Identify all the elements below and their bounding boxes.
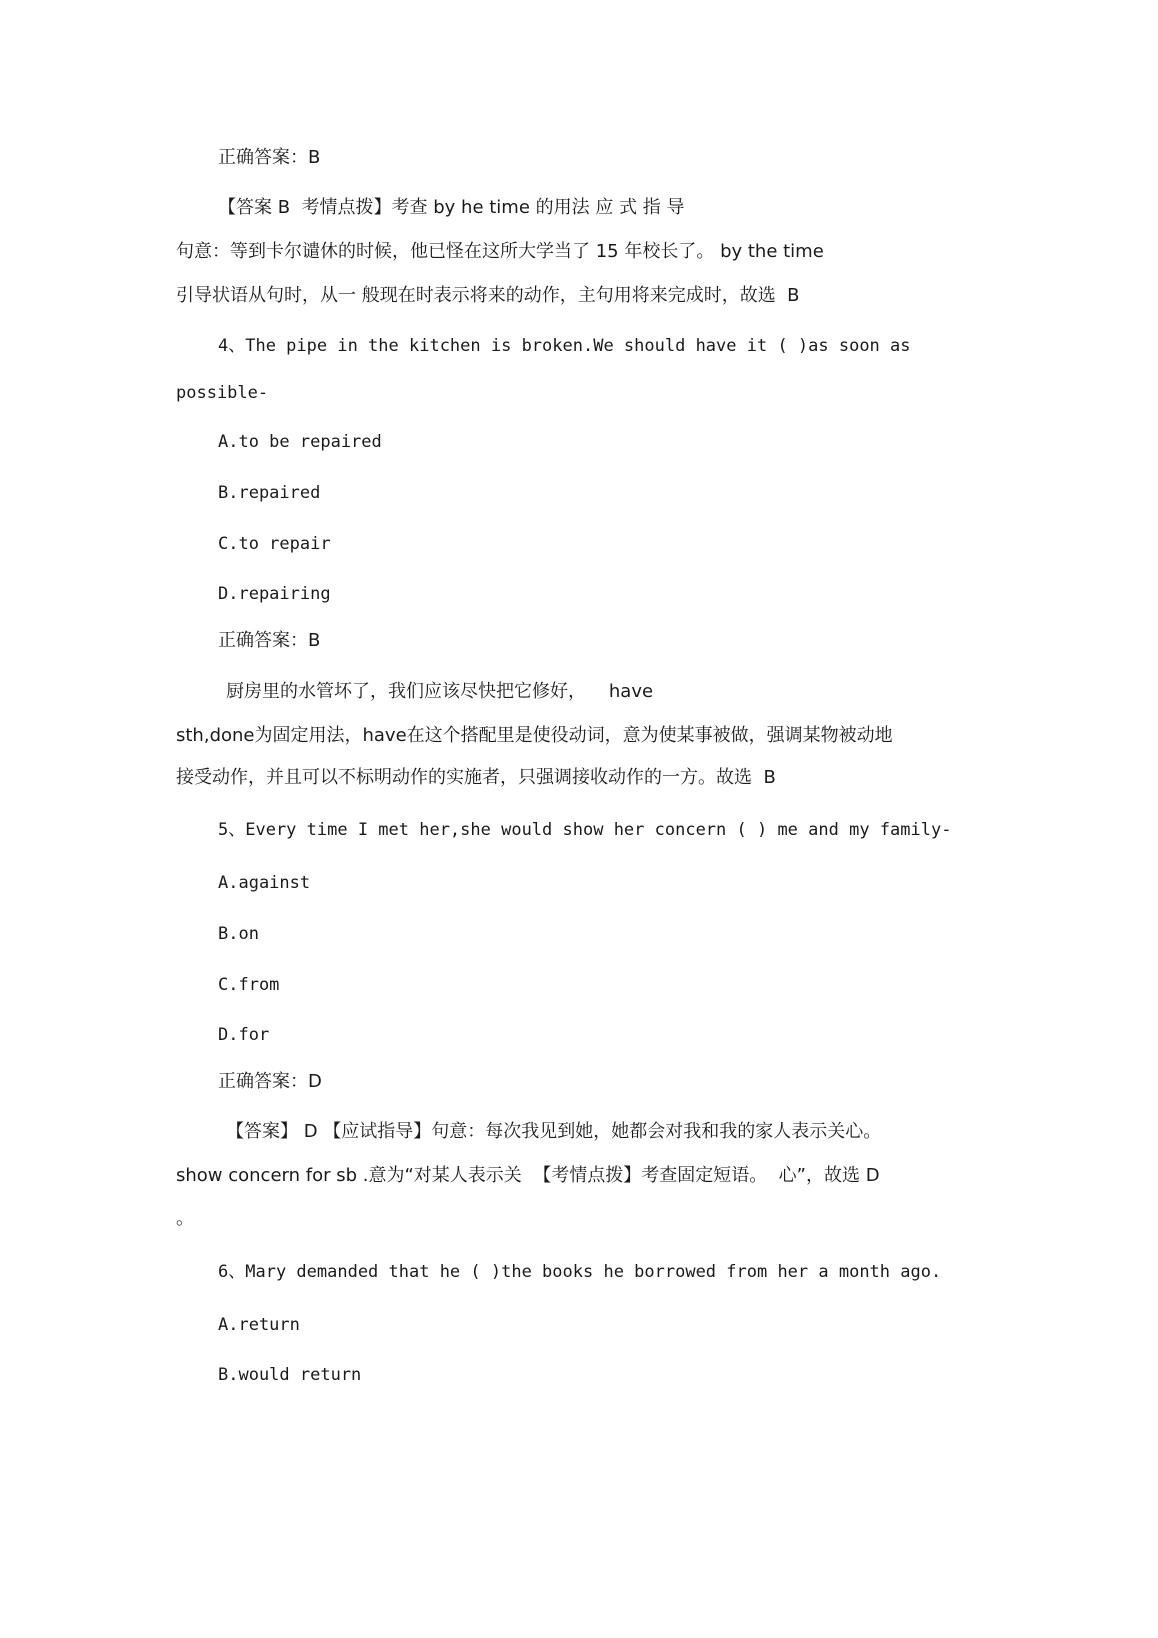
answer-line-q4: 正确答案：B	[218, 630, 321, 651]
question-6-option-b: B.would return	[218, 1365, 362, 1385]
explanation-q4-line2: sth,done为固定用法，have在这个搭配里是使役动词，意为使某事被做，强调某物被动地	[176, 725, 893, 746]
answer-line-q3: 正确答案：B	[218, 147, 321, 168]
question-4-option-c: C.to repair	[218, 534, 331, 554]
explanation-q5-line3: 。	[176, 1208, 194, 1229]
explanation-q3-header: 【答案 B 考情点拨】考查 by he time 的用法 应 式 指 导	[218, 197, 685, 218]
question-4-option-d: D.repairing	[218, 584, 331, 604]
question-6-text: 6、Mary demanded that he ( )the books he borrowed from her a month ago.	[218, 1262, 942, 1282]
question-5-option-a: A.against	[218, 873, 311, 893]
answer-line-q5: 正确答案：D	[218, 1071, 322, 1092]
explanation-q5-line1: 【答案】 D 【应试指导】句意：每次我见到她，她都会对我和我的家人表示关心。	[226, 1121, 882, 1142]
explanation-q4-line3: 接受动作，并且可以不标明动作的实施者，只强调接收动作的一方。故选 B	[176, 767, 776, 788]
explanation-q3-line2: 引导状语从句时，从一 般现在时表示将来的动作，主句用将来完成时，故选 B	[176, 285, 800, 306]
question-4-option-a: A.to be repaired	[218, 432, 382, 452]
question-5-option-c: C.from	[218, 975, 280, 995]
question-5-option-d: D.for	[218, 1025, 270, 1045]
question-4-text-cont: possible-	[176, 383, 269, 403]
explanation-q5-line2: show concern for sb .意为“对某人表示关 【考情点拨】考查固定短语。 心”，故选 D	[176, 1165, 880, 1186]
question-4-text: 4、The pipe in the kitchen is broken.We should have it ( )as soon as	[218, 336, 911, 356]
question-4-option-b: B.repaired	[218, 483, 321, 503]
question-5-option-b: B.on	[218, 924, 259, 944]
question-5-text: 5、Every time I met her,she would show her concern ( ) me and my family-	[218, 820, 952, 840]
question-6-option-a: A.return	[218, 1315, 300, 1335]
explanation-q3-line1: 句意：等到卡尔谴休的时候，他已怪在这所大学当了 15 年校长了。 by the time	[176, 241, 824, 262]
explanation-q4-line1: 厨房里的水管坏了，我们应该尽快把它修好， have	[226, 681, 654, 702]
